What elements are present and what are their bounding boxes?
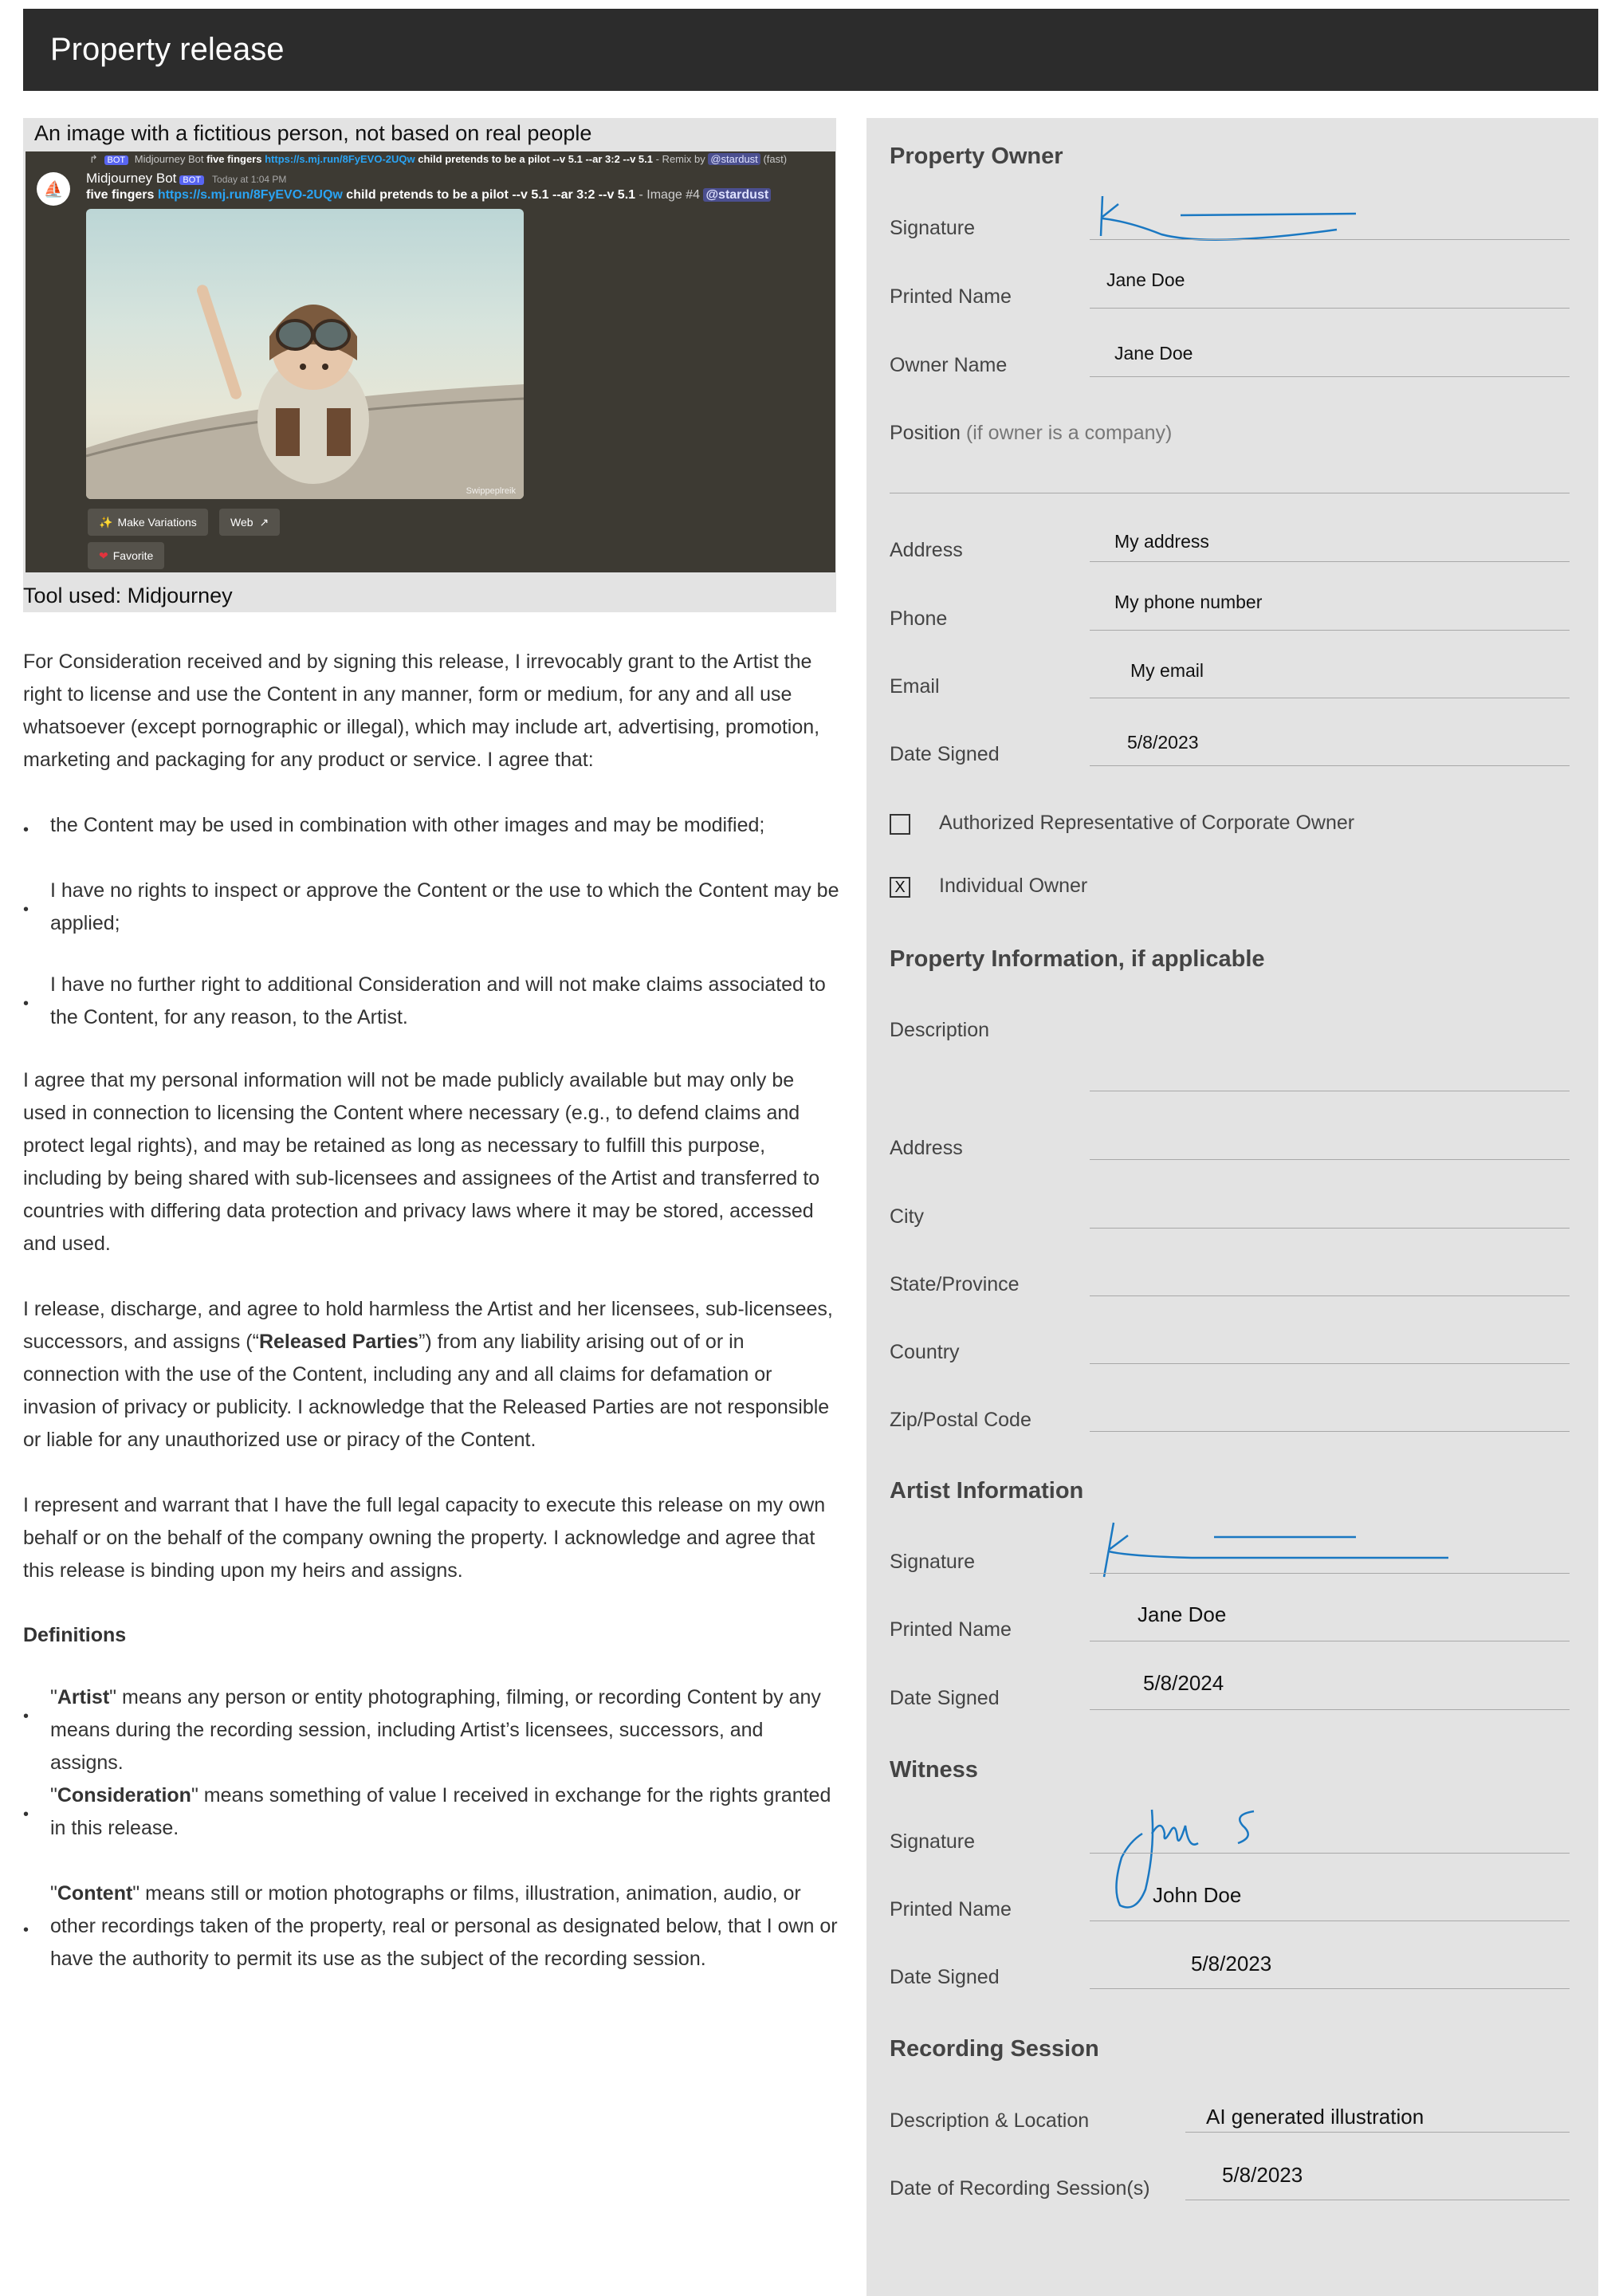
message-author-line xyxy=(86,171,286,187)
definition-term: Content xyxy=(57,1882,133,1905)
owner-signature-icon[interactable] xyxy=(1098,188,1401,244)
bot-badge: BOT xyxy=(179,175,204,185)
owner-name-label: Owner Name xyxy=(890,354,1008,376)
definition-body: means something of value I received in exchange for the rights granted in this release. xyxy=(50,1784,831,1839)
reply-mention[interactable]: @stardust xyxy=(708,153,760,165)
message-prompt: child pretends to be a pilot --v 5.1 --ar 3:2 --v 5.1 xyxy=(346,188,636,202)
owner-address-line[interactable] xyxy=(1090,561,1570,562)
session-description-line[interactable] xyxy=(1185,2132,1570,2133)
list-item-text: the Content may be used in combination with other images and may be modified; xyxy=(50,814,765,836)
owner-position-label xyxy=(890,422,1172,445)
property-state-label: State/Province xyxy=(890,1273,1020,1295)
individual-owner-label: Individual Owner xyxy=(939,875,1088,897)
reply-mode: (fast) xyxy=(763,153,788,165)
release-text-post: ”) from any liability arising out of or in connection with the use of the Content, including any and all claims for defamation or invasion of privacy or publicity. I acknowledge that the Released Parties are not responsible or liable for any unauthorized use or piracy of the Content. xyxy=(23,1331,830,1451)
privacy-paragraph: I agree that my personal information will not be made publicly available but may only be used in connection to licensing the Content where necessary (e.g., to defend claims and protect legal rights), and may be retained as long as necessary to fulfill this purpose, including by being shared with sub-licensees and assignees of the Artist and transferred to countries with differing data protection and privacy laws where it may be stored, accessed and used. xyxy=(23,1069,820,1255)
warranty-paragraph: I represent and warrant that I have the full legal capacity to execute this release on my own behalf or on the behalf of the company owning the property. I acknowledge and agree that this release is binding upon my heirs and assigns. xyxy=(23,1494,826,1582)
message-link[interactable]: https://s.mj.run/8FyEVO-2UQw xyxy=(157,188,343,202)
reply-bold: five fingers xyxy=(206,153,262,165)
reply-bot-badge: BOT xyxy=(104,155,129,165)
property-zip-line[interactable] xyxy=(1090,1431,1570,1432)
page-header xyxy=(23,9,1598,91)
reply-arrow-icon: ↱ xyxy=(89,153,101,165)
message-text xyxy=(86,188,771,202)
child-pilot-illustration xyxy=(86,209,524,499)
owner-date-line[interactable] xyxy=(1090,765,1570,766)
released-parties-term: Released Parties xyxy=(258,1331,419,1353)
web-label: Web xyxy=(230,516,253,529)
corp-rep-checkbox[interactable] xyxy=(890,814,910,835)
make-variations-label: Make Variations xyxy=(117,516,197,529)
session-date-label: Date of Recording Session(s) xyxy=(890,2177,1150,2200)
image-caption-bottom: Tool used: Midjourney xyxy=(23,584,233,607)
session-date[interactable]: 5/8/2023 xyxy=(1222,2163,1303,2187)
heart-icon: ❤ xyxy=(99,548,108,562)
owner-email-label: Email xyxy=(890,675,940,698)
definition-text: "Content" means still or motion photographs or films, illustration, animation, audio, or other recordings taken of the property, real or personal as designated below, that I own or have the authority to permit its use as the subject of the recording session. xyxy=(50,1882,838,1970)
image-watermark: Swippeplreik xyxy=(466,486,516,496)
owner-name-line[interactable] xyxy=(1090,376,1570,377)
reply-user: Midjourney Bot xyxy=(134,153,204,165)
witness-date-label: Date Signed xyxy=(890,1966,1000,1988)
artist-date[interactable]: 5/8/2024 xyxy=(1143,1671,1224,1695)
artist-printed-name-label: Printed Name xyxy=(890,1618,1012,1641)
intro-paragraph: For Consideration received and by signing this release, I irrevocably grant to the Artist the right to license and use the Content in any manner, form or medium, for any and all use whatsoever (except pornographic or illegal), which may include art, advertising, promotion, marketing and packaging for any product or service. I agree that: xyxy=(23,651,820,771)
image-block xyxy=(23,118,836,612)
owner-email[interactable]: My email xyxy=(1130,660,1204,681)
message-suffix: - Image #4 xyxy=(639,188,700,202)
owner-signature-label: Signature xyxy=(890,217,976,239)
property-city-label: City xyxy=(890,1205,925,1228)
image-caption-top: An image with a fictitious person, not based on real people xyxy=(34,121,592,145)
owner-signature-line[interactable] xyxy=(1090,239,1570,240)
property-zip-label: Zip/Postal Code xyxy=(890,1409,1031,1431)
property-country-label: Country xyxy=(890,1341,960,1363)
artist-signature-line[interactable] xyxy=(1090,1573,1570,1574)
property-address-label: Address xyxy=(890,1137,963,1159)
favorite-button[interactable] xyxy=(88,542,164,569)
witness-date[interactable]: 5/8/2023 xyxy=(1191,1952,1272,1976)
definition-text: "Consideration" means something of value I received in exchange for the rights granted in this release. xyxy=(50,1784,831,1839)
page-title: Property release xyxy=(50,32,285,67)
reply-prompt: child pretends to be a pilot --v 5.1 --ar 3:2 --v 5.1 xyxy=(418,153,653,165)
sailboat-icon: ⛵ xyxy=(43,180,64,199)
owner-date[interactable]: 5/8/2023 xyxy=(1127,732,1199,753)
owner-address-label: Address xyxy=(890,539,963,561)
owner-phone-line[interactable] xyxy=(1090,630,1570,631)
property-city-line[interactable] xyxy=(1090,1228,1570,1229)
external-link-icon: ↗ xyxy=(259,515,269,529)
owner-date-label: Date Signed xyxy=(890,743,1000,765)
position-label-note: (if owner is a company) xyxy=(965,422,1173,444)
message-author[interactable]: Midjourney Bot xyxy=(86,171,177,186)
message-bold: five fingers xyxy=(86,188,155,202)
owner-printed-name[interactable]: Jane Doe xyxy=(1106,269,1185,290)
reply-suffix: - Remix by xyxy=(655,153,705,165)
property-country-line[interactable] xyxy=(1090,1363,1570,1364)
witness-date-line[interactable] xyxy=(1090,1988,1570,1989)
list-item-text: I have no rights to inspect or approve the Content or the use to which the Content may be applied; xyxy=(50,879,839,934)
session-description[interactable]: AI generated illustration xyxy=(1206,2105,1424,2129)
generated-image[interactable] xyxy=(86,209,524,499)
position-label-text: Position xyxy=(890,422,961,444)
artist-printed-name[interactable]: Jane Doe xyxy=(1138,1602,1227,1626)
artist-date-label: Date Signed xyxy=(890,1687,1000,1709)
magic-wand-icon: ✨ xyxy=(99,515,113,529)
discord-screenshot xyxy=(26,151,835,572)
owner-phone[interactable]: My phone number xyxy=(1114,592,1263,612)
favorite-label: Favorite xyxy=(112,549,154,562)
web-button[interactable] xyxy=(219,509,280,536)
witness-signature-label: Signature xyxy=(890,1830,976,1853)
definition-body: means still or motion photographs or films, illustration, animation, audio, or other recordings taken of the property, real or personal as designated below, that I own or have the authority to permit its use as the subject of the recording session. xyxy=(50,1882,838,1970)
release-form-panel xyxy=(866,118,1598,2296)
definition-term: Artist xyxy=(57,1686,110,1708)
property-description-label: Description xyxy=(890,1019,990,1041)
individual-owner-checkbox[interactable]: X xyxy=(890,877,910,898)
owner-name[interactable]: Jane Doe xyxy=(1114,343,1193,364)
witness-printed-name[interactable]: John Doe xyxy=(1153,1883,1242,1907)
artist-signature-label: Signature xyxy=(890,1551,976,1573)
avatar[interactable] xyxy=(37,172,70,206)
witness-printed-name-label: Printed Name xyxy=(890,1898,1012,1921)
list-item-text: I have no further right to additional Consideration and will not make claims associated to the Content, for any reason, to the Artist. xyxy=(50,973,826,1028)
owner-printed-name-label: Printed Name xyxy=(890,285,1012,308)
artist-signature-icon[interactable] xyxy=(1096,1518,1463,1582)
release-paragraph xyxy=(23,1293,836,1457)
definition-term: Consideration xyxy=(57,1784,191,1807)
property-state-line[interactable] xyxy=(1090,1295,1570,1296)
release-text-pre: I release, discharge, and agree to hold harmless the Artist and her licensees, sub-licensees, successors, and assigns (“ xyxy=(23,1298,833,1353)
message-timestamp: Today at 1:04 PM xyxy=(212,174,287,185)
witness-signature-line[interactable] xyxy=(1090,1853,1570,1854)
message-mention[interactable]: @stardust xyxy=(703,188,771,202)
reply-link[interactable]: https://s.mj.run/8FyEVO-2UQw xyxy=(265,153,415,165)
owner-printed-name-line[interactable] xyxy=(1090,308,1570,309)
property-owner-title: Property Owner xyxy=(890,144,1063,169)
make-variations-button[interactable] xyxy=(88,509,208,536)
definition-body: means any person or entity photographing, filming, or recording Content by any means during the recording session, including Artist’s licensees, successors, and assigns. xyxy=(50,1686,821,1774)
artist-date-line[interactable] xyxy=(1090,1709,1570,1710)
property-address-line[interactable] xyxy=(1090,1159,1570,1160)
witness-title: Witness xyxy=(890,1757,978,1783)
property-info-title: Property Information, if applicable xyxy=(890,946,1265,972)
owner-phone-label: Phone xyxy=(890,607,948,630)
definitions-title: Definitions xyxy=(23,1624,127,1646)
session-description-label: Description & Location xyxy=(890,2109,1090,2132)
owner-address[interactable]: My address xyxy=(1114,531,1209,552)
corp-rep-label: Authorized Representative of Corporate Owner xyxy=(939,812,1355,834)
reply-line xyxy=(89,153,787,166)
recording-session-title: Recording Session xyxy=(890,2036,1099,2062)
artist-info-title: Artist Information xyxy=(890,1478,1084,1504)
definition-text: "Artist" means any person or entity photographing, filming, or recording Content by any means during the recording session, including Artist’s licensees, successors, and assigns. xyxy=(50,1686,821,1774)
